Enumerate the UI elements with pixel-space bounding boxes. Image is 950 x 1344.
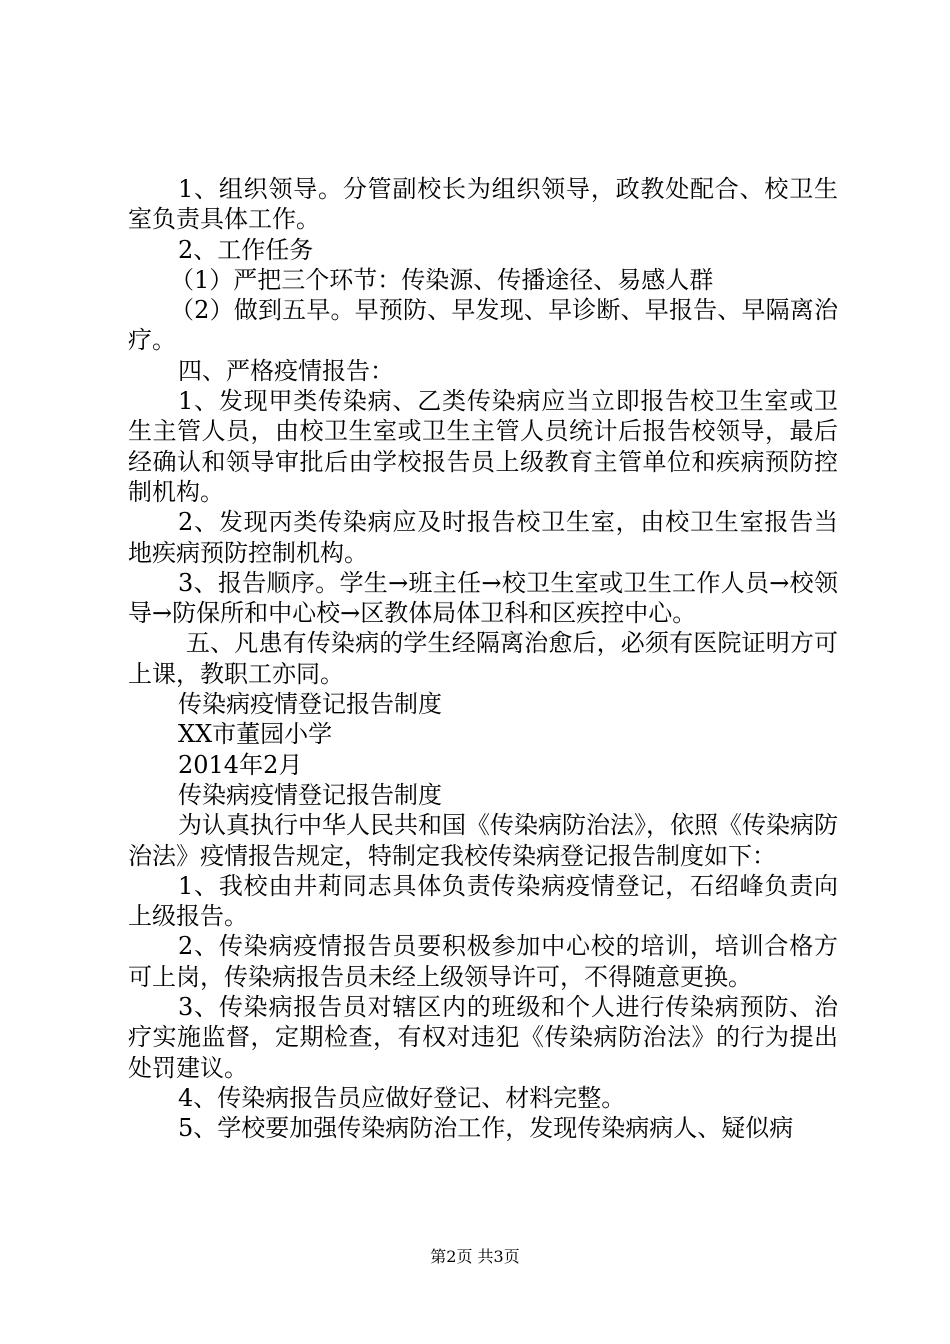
heading-section-five: 五、凡患有传染病的学生经隔离治愈后，必须有医院证明方可上课，教职工亦同。 — [128, 629, 838, 688]
document-date: 2014年2月 — [178, 750, 303, 779]
school-name: XX市董园小学 — [178, 720, 333, 749]
paragraph-five-early: （2）做到五早。早预防、早发现、早诊断、早报告、早隔离治疗。 — [128, 296, 838, 355]
document-title-repeat: 传染病疫情登记报告制度 — [178, 780, 442, 809]
paragraph-rule-2: 2、传染病疫情报告员要积极参加中心校的培训，培训合格方可上岗，传染病报告员未经上级领导许可，不得随意更换。 — [128, 932, 838, 991]
document-title: 传染病疫情登记报告制度 — [178, 690, 442, 719]
page-number-footer: 第2页 共3页 — [430, 1247, 520, 1266]
paragraph-report-class-a-b: 1、发现甲类传染病、乙类传染病应当立即报告校卫生室或卫生主管人员，由校卫生室或卫生主管人员统计后报告校领导，最后经确认和领导审批后由学校报告员上级教育主管单位和疾病预防控制机构。 — [128, 387, 838, 506]
paragraph-rule-1: 1、我校由井莉同志具体负责传染病疫情登记，石绍峰负责向上级报告。 — [128, 871, 838, 931]
document-body — [128, 174, 838, 1144]
paragraph-work-tasks: 2、工作任务 — [178, 235, 314, 264]
paragraph-rule-5: 5、学校要加强传染病防治工作，发现传染病病人、疑似病 — [178, 1114, 794, 1143]
paragraph-report-order: 3、报告顺序。学生→班主任→校卫生室或卫生工作人员→校领导→防保所和中心校→区教体局体卫科和区疾控中心。 — [128, 568, 838, 628]
paragraph-three-links: （1）严把三个环节：传染源、传播途径、易感人群 — [170, 265, 714, 294]
paragraph-rule-4: 4、传染病报告员应做好登记、材料完整。 — [178, 1083, 626, 1112]
paragraph-intro: 为认真执行中华人民共和国《传染病防治法》，依照《传染病防治法》疫情报告规定，特制定我校传染病登记报告制度如下： — [128, 811, 838, 870]
paragraph-report-class-c: 2、发现丙类传染病应及时报告校卫生室，由校卫生室报告当地疾病预防控制机构。 — [128, 508, 838, 567]
paragraph-rule-3: 3、传染病报告员对辖区内的班级和个人进行传染病预防、治疗实施监督，定期检查，有权对违犯《传染病防治法》的行为提出处罚建议。 — [128, 993, 838, 1082]
paragraph-org-leadership: 1、组织领导。分管副校长为组织领导，政教处配合、校卫生室负责具体工作。 — [128, 175, 838, 234]
heading-section-four: 四、严格疫情报告： — [178, 356, 394, 385]
